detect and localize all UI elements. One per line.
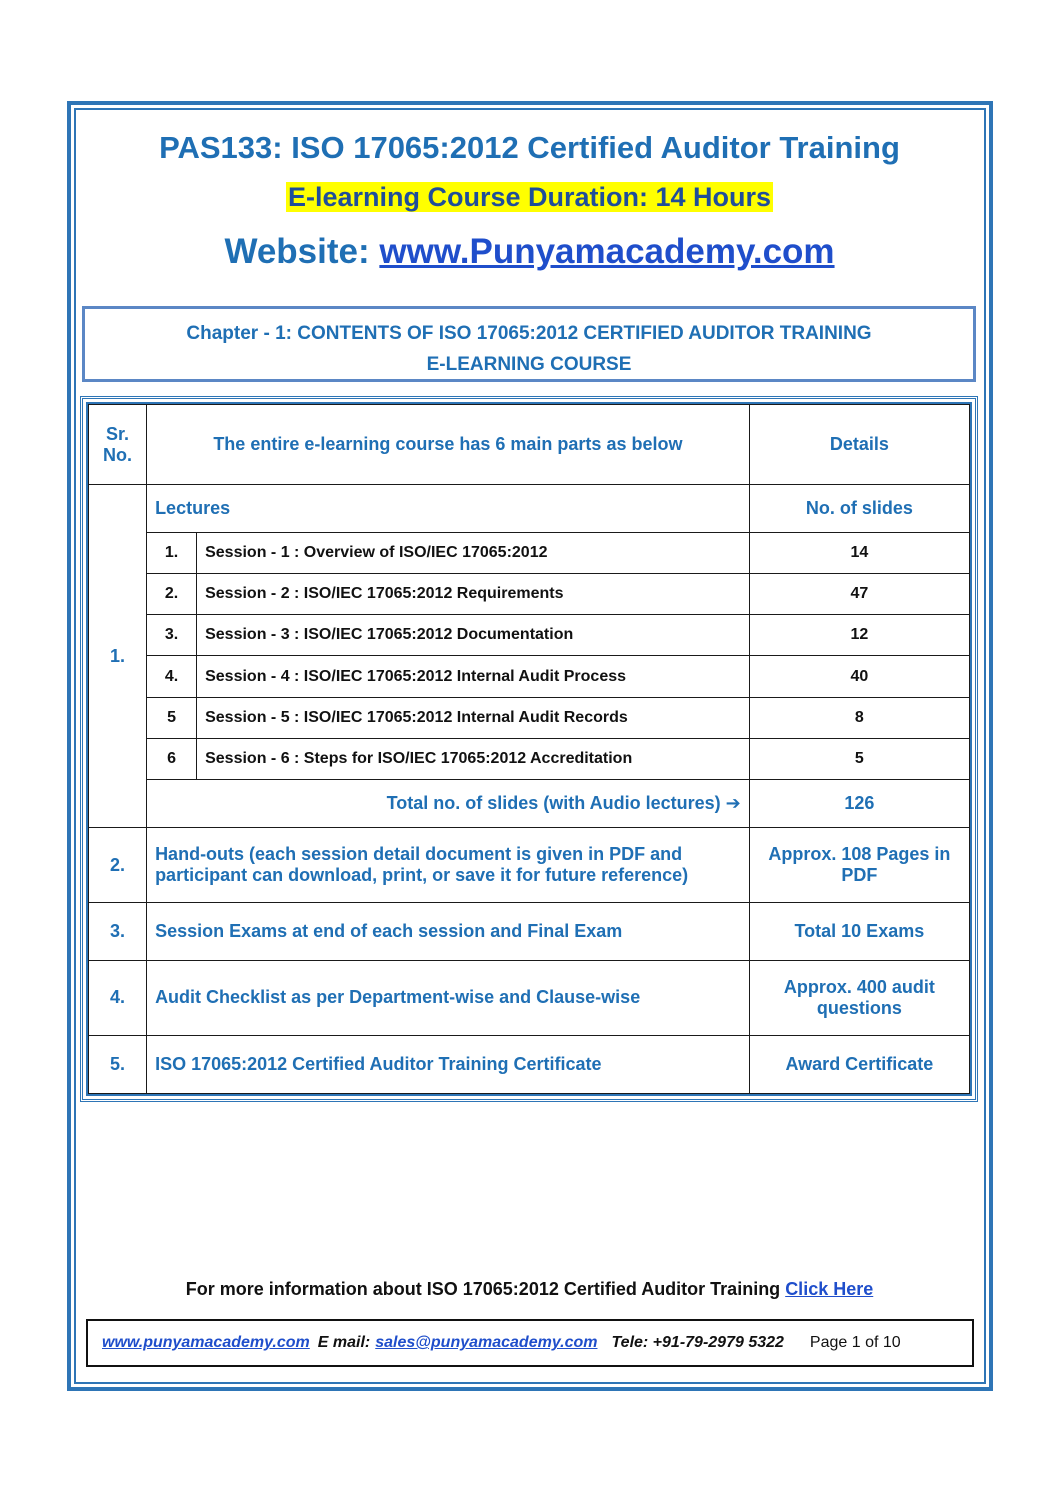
chapter-line-2: E-LEARNING COURSE [426, 354, 632, 375]
part-sr: 3. [89, 902, 147, 960]
header-sr-no: Sr. No. [89, 405, 147, 485]
part-desc: Audit Checklist as per Department-wise and Clause-wise [147, 961, 750, 1035]
session-num: 1. [147, 532, 197, 573]
contents-table-wrapper [80, 396, 978, 1102]
part-sr: 4. [89, 961, 147, 1035]
session-name: Session - 1 : Overview of ISO/IEC 17065:2012 [197, 532, 750, 573]
footer-bar [86, 1319, 974, 1367]
table-row [89, 656, 970, 697]
session-slides: 14 [749, 532, 969, 573]
session-slides: 40 [749, 656, 969, 697]
arrow-right-icon: ➔ [725, 793, 741, 814]
total-label [147, 780, 750, 828]
page-title: PAS133: ISO 17065:2012 Certified Auditor Training [159, 130, 900, 165]
slides-label: No. of slides [749, 485, 969, 532]
table-header-row [89, 405, 970, 485]
table-row [89, 697, 970, 738]
website-label: Website: [224, 232, 380, 271]
part-detail: Total 10 Exams [749, 902, 969, 960]
session-name: Session - 5 : ISO/IEC 17065:2012 Internal Audit Records [197, 697, 750, 738]
duration-highlight: E-learning Course Duration: 14 Hours [287, 182, 772, 212]
footer-email-link[interactable]: sales@punyamacademy.com [375, 1334, 598, 1351]
header-details: Details [749, 405, 969, 485]
table-row [89, 902, 970, 960]
footer-site-link[interactable]: www.punyamacademy.com [102, 1334, 310, 1351]
total-row [89, 780, 970, 828]
footer-telephone: Tele: +91-79-2979 5322 [611, 1334, 784, 1351]
session-slides: 12 [749, 615, 969, 656]
session-name: Session - 4 : ISO/IEC 17065:2012 Internal Audit Process [197, 656, 750, 697]
part-sr: 2. [89, 828, 147, 902]
chapter-heading [82, 306, 976, 382]
table-row [89, 961, 970, 1035]
session-num: 3. [147, 615, 197, 656]
more-info [0, 1279, 1059, 1300]
header-parts: The entire e-learning course has 6 main parts as below [147, 405, 750, 485]
chapter-line-1: Chapter - 1: CONTENTS OF ISO 17065:2012 CERTIFIED AUDITOR TRAINING [186, 323, 872, 344]
table-row [89, 485, 970, 532]
part-detail: Approx. 400 audit questions [749, 961, 969, 1035]
session-num: 5 [147, 697, 197, 738]
click-here-link[interactable]: Click Here [785, 1279, 874, 1299]
session-num: 2. [147, 573, 197, 614]
session-num: 6 [147, 738, 197, 779]
contents-table [88, 404, 970, 1094]
session-name: Session - 6 : Steps for ISO/IEC 17065:2012 Accreditation [197, 738, 750, 779]
session-slides: 8 [749, 697, 969, 738]
part-desc: ISO 17065:2012 Certified Auditor Training Certificate [147, 1035, 750, 1093]
table-row [89, 1035, 970, 1093]
part-detail: Approx. 108 Pages in PDF [749, 828, 969, 902]
part-1-sr: 1. [89, 485, 147, 828]
website-line [0, 232, 1059, 272]
total-value: 126 [749, 780, 969, 828]
lectures-label: Lectures [147, 485, 750, 532]
course-duration [0, 182, 1059, 213]
part-detail: Award Certificate [749, 1035, 969, 1093]
session-slides: 5 [749, 738, 969, 779]
table-row [89, 532, 970, 573]
part-desc: Hand-outs (each session detail document is given in PDF and participant can download, print, or save it for future reference) [147, 828, 750, 902]
table-row [89, 738, 970, 779]
part-desc: Session Exams at end of each session and Final Exam [147, 902, 750, 960]
session-slides: 47 [749, 573, 969, 614]
total-label-text: Total no. of slides (with Audio lectures) [386, 793, 721, 814]
website-link[interactable]: www.Punyamacademy.com [379, 232, 835, 271]
session-name: Session - 2 : ISO/IEC 17065:2012 Requirements [197, 573, 750, 614]
footer-email-label: E mail: [317, 1334, 371, 1351]
table-row [89, 828, 970, 902]
part-sr: 5. [89, 1035, 147, 1093]
table-row [89, 573, 970, 614]
session-name: Session - 3 : ISO/IEC 17065:2012 Documentation [197, 615, 750, 656]
table-row [89, 615, 970, 656]
session-num: 4. [147, 656, 197, 697]
page-number: Page 1 of 10 [809, 1334, 901, 1351]
more-info-text: For more information about ISO 17065:2012 Certified Auditor Training [185, 1279, 786, 1299]
